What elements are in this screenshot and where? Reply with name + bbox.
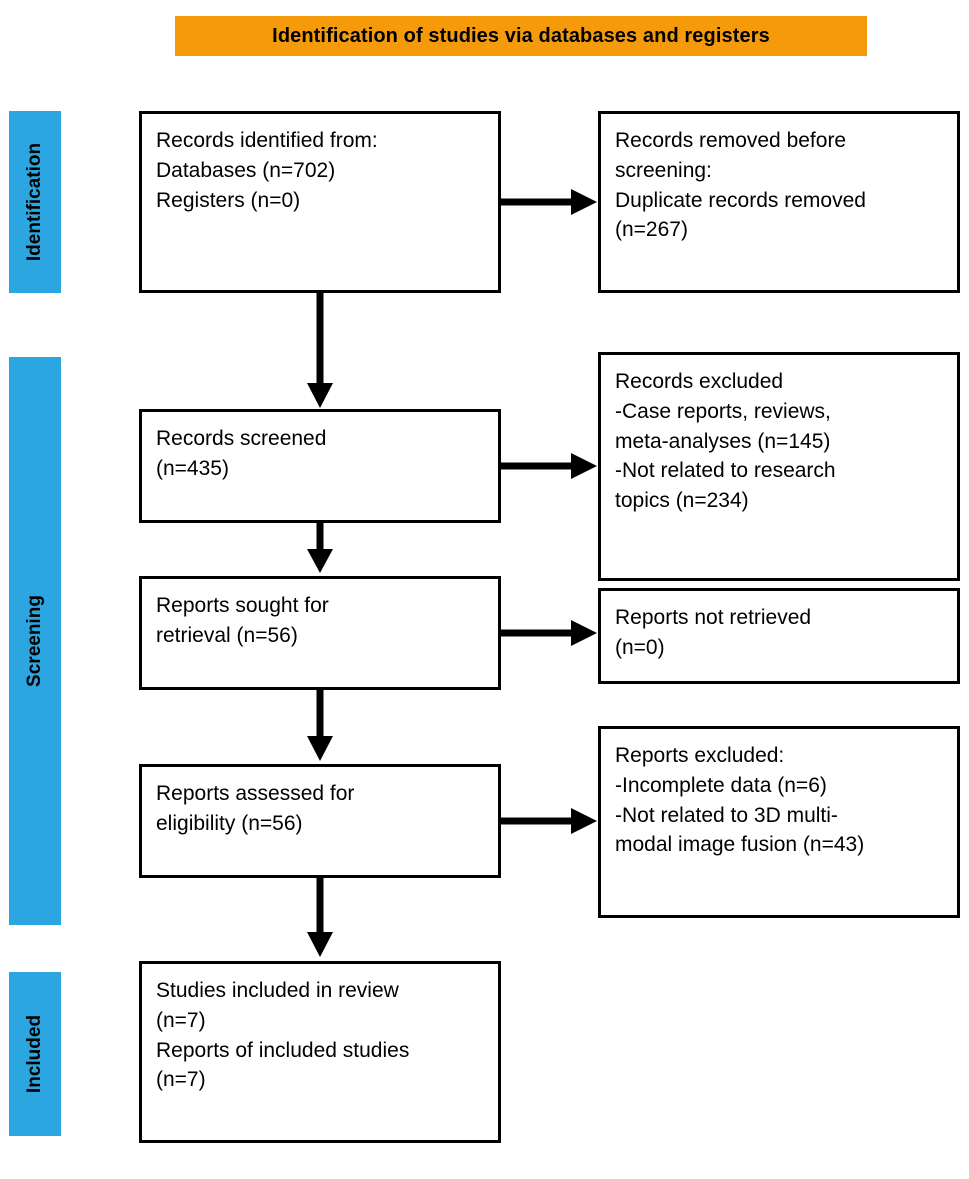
box-records-excluded-line-3: meta-analyses (n=145): [615, 429, 831, 453]
phase-bar-identification: [9, 111, 61, 293]
box-reports-excluded-line-1: Reports excluded:: [615, 744, 785, 767]
diagram-title-text: Identification of studies via databases and registers: [272, 24, 770, 47]
box-records-excluded-line-4: -Not related to research: [615, 459, 836, 483]
diagram-title-banner: [175, 16, 867, 56]
box-records-identified-line-1: Records identified from:: [156, 129, 378, 152]
box-reports-assessed: [139, 764, 501, 878]
box-studies-included: [139, 961, 501, 1143]
box-reports-not-retrieved-line-2: (n=0): [615, 635, 665, 659]
phase-bar-screening: [9, 357, 61, 925]
box-records-identified: [139, 111, 501, 293]
box-reports-excluded-line-2: -Incomplete data (n=6): [615, 773, 827, 797]
box-records-excluded-line-2: -Case reports, reviews,: [615, 399, 831, 423]
box-reports-sought-line-2: retrieval (n=56): [156, 623, 298, 647]
box-reports-sought: [139, 576, 501, 690]
box-reports-excluded-line-4: modal image fusion (n=43): [615, 833, 865, 857]
box-records-removed-line-1: Records removed before: [615, 129, 847, 152]
box-records-screened-line-1: Records screened: [156, 427, 327, 450]
box-studies-included-line-2: (n=7): [156, 1008, 206, 1032]
box-reports-assessed-line-1: Reports assessed for: [156, 782, 355, 805]
box-records-excluded-line-1: Records excluded: [615, 370, 784, 393]
box-records-excluded-line-5: topics (n=234): [615, 489, 749, 513]
box-records-identified-line-2: Databases (n=702): [156, 158, 336, 182]
arrow-screened-to-excluded: [501, 449, 598, 483]
phase-label-screening: Screening: [24, 595, 45, 687]
phase-label-identification: Identification: [24, 142, 46, 262]
box-records-removed-line-4: (n=267): [615, 218, 688, 242]
arrow-screened-to-sought: [303, 523, 337, 574]
box-records-identified-line-3: Registers (n=0): [156, 188, 301, 212]
box-records-removed: [598, 111, 960, 293]
box-reports-sought-line-1: Reports sought for: [156, 594, 329, 617]
box-records-screened: [139, 409, 501, 523]
box-studies-included-line-1: Studies included in review: [156, 979, 399, 1002]
box-studies-included-line-3: Reports of included studies: [156, 1038, 410, 1062]
arrow-assessed-to-reports-excluded: [501, 804, 598, 838]
box-records-excluded: [598, 352, 960, 581]
box-reports-not-retrieved: [598, 588, 960, 684]
box-reports-excluded-line-3: -Not related to 3D multi-: [615, 803, 838, 827]
box-reports-not-retrieved-line-1: Reports not retrieved: [615, 606, 812, 629]
box-reports-assessed-line-2: eligibility (n=56): [156, 811, 303, 835]
box-records-removed-line-2: screening:: [615, 158, 712, 182]
phase-label-included: Included: [24, 1014, 45, 1094]
box-records-removed-line-3: Duplicate records removed: [615, 188, 866, 212]
box-studies-included-line-4: (n=7): [156, 1068, 206, 1092]
box-reports-excluded: [598, 726, 960, 918]
arrow-identified-to-removed: [501, 185, 598, 219]
arrow-identified-to-screened: [303, 293, 337, 409]
arrow-sought-to-not-retrieved: [501, 616, 598, 650]
box-records-screened-line-2: (n=435): [156, 456, 229, 480]
arrow-sought-to-assessed: [303, 690, 337, 762]
phase-bar-included: [9, 972, 61, 1136]
arrow-assessed-to-included: [303, 878, 337, 958]
